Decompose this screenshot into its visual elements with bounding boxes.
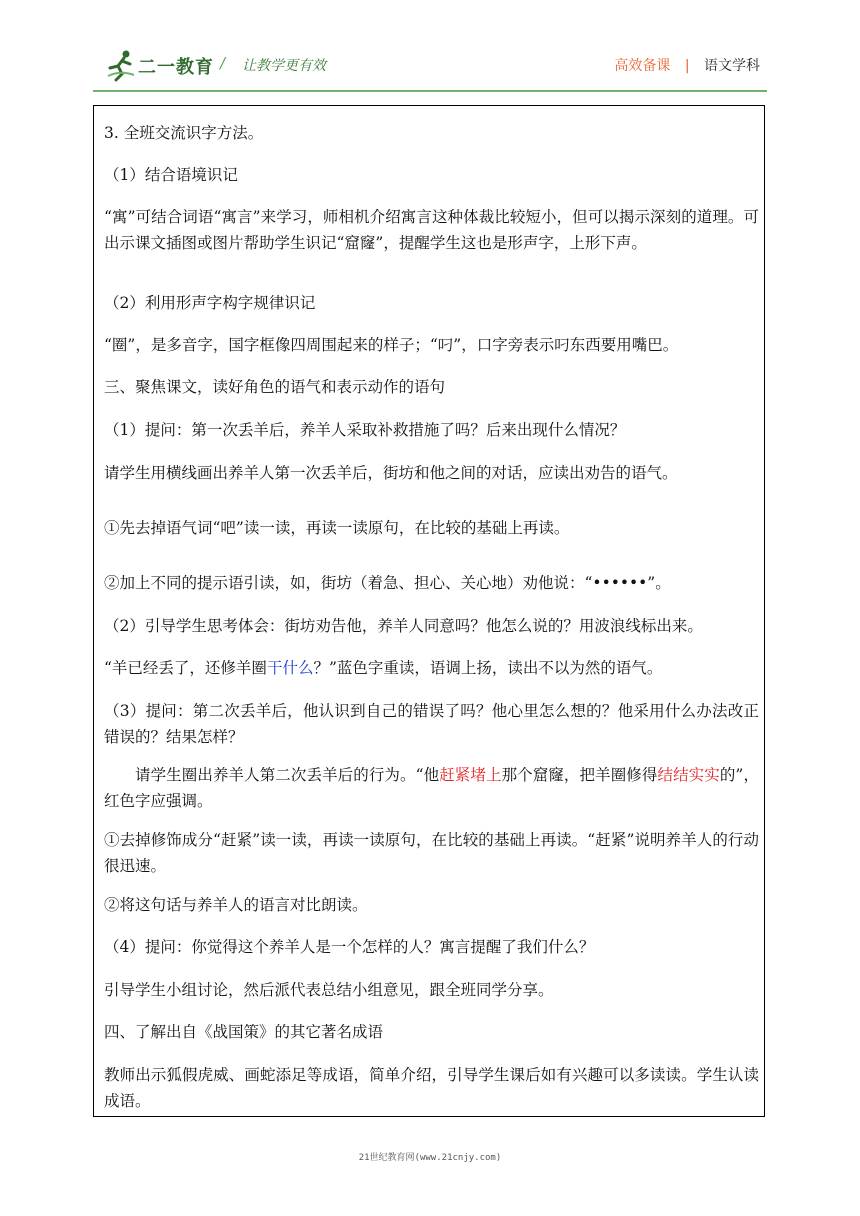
logo-text: 二一教育: [138, 57, 214, 78]
paragraph-question-2: （2）引导学生思考体会：街坊劝告他，养羊人同意吗？他怎么说的？用波浪线标出来。: [104, 617, 703, 635]
header-tags: [614, 55, 760, 75]
paragraph-prompts: ②加上不同的提示语引读，如，街坊（着急、担心、关心地）劝他说：“••••••”。: [104, 574, 671, 592]
header-slogan: 让教学更有效: [242, 58, 326, 74]
header-divider-line: [93, 90, 767, 92]
paragraph-method-1: （1）结合语境识记: [104, 166, 238, 184]
red-highlight-text-1: 赶紧堵上: [439, 766, 502, 784]
paragraph-remove-ba: ①先去掉语气词“吧”读一读，再读一读原句，在比较的基础上再读。: [104, 519, 570, 537]
paragraph-question-3: （3）提问：第二次丢羊后，他认识到自己的错误了吗？他心里怎么想的？他采用什么办法改正错误的？结果怎样？: [104, 702, 759, 746]
tag-subject: 语文学科: [704, 58, 760, 74]
paragraph-blue-emphasis: [104, 655, 759, 681]
paragraph-step-3: 3. 全班交流识字方法。: [104, 124, 264, 142]
page-header: [0, 0, 860, 90]
paragraph-question-1: （1）提问：第一次丢羊后，养羊人采取补救措施了吗？后来出现什么情况？: [104, 421, 626, 439]
circle-part-b: 那个窟窿，把羊圈修得: [501, 766, 658, 784]
paragraph-yu-explanation: “寓”可结合词语“寓言”来学习，师相机介绍寓言这种体裁比较短小，但可以揭示深刻的道理。可出示课文插图或图片帮助学生识记“窟窿”，提醒学生这也是形声字，上形下声。: [104, 208, 759, 252]
quote-part-a: “羊已经丢了，还修羊圈: [104, 659, 267, 677]
paragraph-compare-reading: ②将这句话与养羊人的语言对比朗读。: [104, 896, 368, 914]
circle-part-a: 请学生圈出养羊人第二次丢羊后的行为。“他: [135, 766, 440, 784]
tag-efficient-prep: 高效备课: [614, 58, 671, 74]
paragraph-question-4: （4）提问：你觉得这个养羊人是一个怎样的人？寓言提醒了我们什么？: [104, 938, 595, 956]
tag-divider: |: [684, 58, 690, 74]
running-figure-icon: [104, 48, 138, 82]
paragraph-draw-lines: 请学生用横线画出养羊人第一次丢羊后，街坊和他之间的对话，应读出劝告的语气。: [104, 464, 678, 482]
blue-highlight-text: 干什么: [266, 659, 314, 677]
paragraph-red-emphasis: [104, 762, 759, 814]
lesson-content-box: [93, 105, 765, 1117]
red-highlight-text-2: 结结实实: [657, 766, 720, 784]
section-heading-4: 四、了解出自《战国策》的其它著名成语: [104, 1023, 384, 1041]
paragraph-quan-diao: “圈”，是多音字，国字框像四周围起来的样子；“叼”，口字旁表示叼东西要用嘴巴。: [104, 336, 679, 354]
page-footer: 21世纪教育网(www.21cnjy.com): [358, 1153, 502, 1163]
section-heading-3: 三、聚焦课文，读好角色的语气和表示动作的语句: [104, 378, 446, 396]
circle-part-c: 的”，红色字应强调。: [104, 766, 759, 810]
quote-part-b: ？”蓝色字重读，语调上扬，读出不以为然的语气。: [313, 659, 663, 677]
paragraph-remove-ganjin: ①去掉修饰成分“赶紧”读一读，再读一读原句，在比较的基础上再读。“赶紧”说明养羊人的行动很迅速。: [104, 831, 759, 875]
paragraph-method-2: （2）利用形声字构字规律识记: [104, 294, 316, 312]
header-separator: /: [220, 54, 226, 72]
paragraph-idioms: 教师出示狐假虎威、画蛇添足等成语，简单介绍，引导学生课后如有兴趣可以多读读。学生认读成语。: [104, 1066, 759, 1110]
paragraph-group-discussion: 引导学生小组讨论，然后派代表总结小组意见，跟全班同学分享。: [104, 981, 554, 999]
